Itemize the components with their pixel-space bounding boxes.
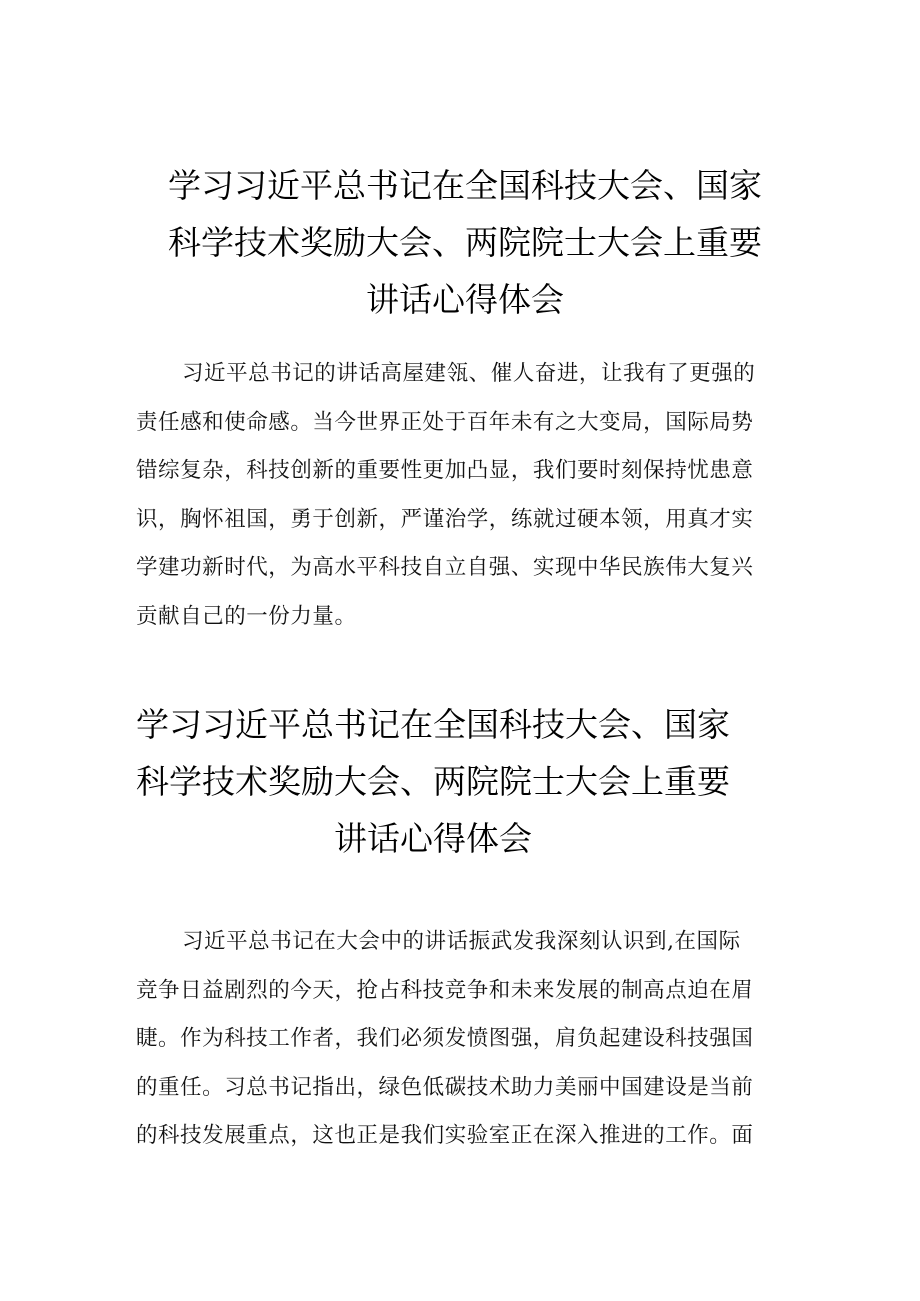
body-line: 竞争日益剧烈的今天，抢占科技竞争和未来发展的制高点迫在眉 — [136, 977, 754, 1003]
body-line: 贡献自己的一份力量。 — [136, 603, 357, 629]
body-line: 错综复杂，科技创新的重要性更加凸显，我们要时刻保持忧患意 — [136, 458, 754, 484]
section-2-body — [136, 918, 786, 1161]
title-line: 科学技术奖励大会、两院院士大会上重要 — [136, 762, 730, 801]
body-line: 识，胸怀祖国，勇于创新，严谨治学，练就过硬本领，用真才实 — [136, 506, 754, 532]
title-line: 学习习近平总书记在全国科技大会、国家 — [136, 705, 730, 744]
section-2-title — [118, 696, 748, 867]
body-line: 习近平总书记的讲话高屋建瓴、催人奋进，让我有了更强的 — [182, 361, 756, 386]
body-line: 学建功新时代，为高水平科技自立自强、实现中华民族伟大复兴 — [136, 555, 754, 581]
section-1-title — [150, 157, 780, 328]
section-1-body — [136, 350, 786, 642]
title-line: 科学技术奖励大会、两院院士大会上重要 — [168, 223, 762, 262]
body-line: 习近平总书记在大会中的讲话振武发我深刻认识到,在国际 — [182, 929, 741, 954]
title-line: 讲话心得体会 — [366, 280, 564, 319]
body-line: 的重任。习总书记指出，绿色低碳技术助力美丽中国建设是当前 — [136, 1074, 754, 1100]
body-line: 睫。作为科技工作者，我们必须发愤图强，肩负起建设科技强国 — [136, 1026, 754, 1052]
body-line: 责任感和使命感。当今世界正处于百年未有之大变局，国际局势 — [136, 409, 754, 435]
title-line: 讲话心得体会 — [334, 819, 532, 858]
title-line: 学习习近平总书记在全国科技大会、国家 — [168, 166, 762, 205]
body-line: 的科技发展重点，这也正是我们实验室正在深入推进的工作。面 — [136, 1123, 754, 1149]
